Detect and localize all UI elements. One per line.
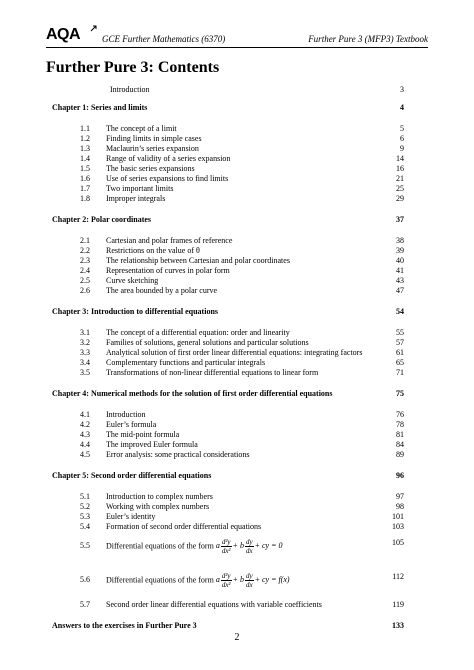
section-number: 5.6 <box>80 575 90 585</box>
fraction <box>245 538 254 555</box>
entry-title: 3.2 Families of solutions, general solutions and particular solutions <box>80 338 309 347</box>
entry-title: 2.5 Curve sketching <box>80 276 159 285</box>
section-number: 4.3 <box>80 430 90 439</box>
page-number: 2 <box>234 632 240 643</box>
section-number: 5.1 <box>80 492 90 501</box>
section-number: 2.1 <box>80 236 90 245</box>
section-number: 3.4 <box>80 358 90 367</box>
page-ref: 39 <box>396 246 404 255</box>
page-ref: 16 <box>396 164 404 173</box>
numerator: d²y <box>221 572 231 580</box>
page-header <box>46 26 428 48</box>
header-course: GCE Further Mathematics (6370) <box>102 34 226 44</box>
page-ref: 5 <box>400 124 404 133</box>
page-ref: 47 <box>396 286 404 295</box>
page-ref: 96 <box>396 471 404 480</box>
page-ref: 84 <box>396 440 404 449</box>
entry-title: 5.6 Differential equations of the form a $\frac{\text{d²y}}{\text{dx²}}$ + b $\frac{dy}{dx}$ + cy = f(x) <box>80 572 290 589</box>
section-number: 2.3 <box>80 256 90 265</box>
entry-title: 1.6 Use of series expansions to find limits <box>80 174 229 183</box>
section-number: 1.6 <box>80 174 90 183</box>
entry-title: 5.5 Differential equations of the form a $\frac{\text{d²y}}{\text{dx²}}$ + b $\frac{dy}{dx}$ + cy = 0 <box>80 538 283 555</box>
section-number: 2.4 <box>80 266 90 275</box>
entry-title: 2.4 Representation of curves in polar form <box>80 266 230 275</box>
page-ref: 78 <box>396 420 404 429</box>
page-ref: 57 <box>396 338 404 347</box>
page-ref: 43 <box>396 276 404 285</box>
section-number: 3.5 <box>80 368 90 377</box>
page-ref: 3 <box>400 85 404 94</box>
page-ref: 55 <box>396 328 404 337</box>
page-ref: 81 <box>396 430 404 439</box>
equation: a $\frac{\text{d²y}}{\text{dx²}}$ + b $\frac{dy}{dx}$ + cy = f(x) <box>213 572 290 589</box>
entry-title: Introduction <box>110 85 150 94</box>
entry-title: 3.3 Analytical solution of first order linear differential equations: integrating factors <box>80 348 363 357</box>
section-number: 4.2 <box>80 420 90 429</box>
page-ref: 133 <box>392 621 404 630</box>
section-number: 3.2 <box>80 338 90 347</box>
page-ref: 119 <box>392 600 404 609</box>
entry-title: 4.4 The improved Euler formula <box>80 440 198 449</box>
entry-title: 1.1 The concept of a limit <box>80 124 177 133</box>
page-ref: 40 <box>396 256 404 265</box>
section-number: 1.8 <box>80 194 90 203</box>
entry-title: Chapter 1: Series and limits <box>52 103 148 112</box>
entry-title: 4.5 Error analysis: some practical considerations <box>80 450 250 459</box>
entry-title: 1.8 Improper integrals <box>80 194 166 203</box>
page-ref: 98 <box>396 502 404 511</box>
entry-title: 1.2 Finding limits in simple cases <box>80 134 202 143</box>
page-ref: 103 <box>392 522 404 531</box>
section-number: 5.2 <box>80 502 90 511</box>
entry-title: Chapter 5: Second order differential equations <box>52 471 212 480</box>
page-ref: 65 <box>396 358 404 367</box>
denominator: dx² <box>221 547 231 555</box>
entry-title: 5.1 Introduction to complex numbers <box>80 492 213 501</box>
section-number: 2.2 <box>80 246 90 255</box>
logo-arrow-icon <box>90 24 98 32</box>
page-ref: 97 <box>396 492 404 501</box>
section-number: 5.3 <box>80 512 90 521</box>
entry-title: Chapter 2: Polar coordinates <box>52 215 152 224</box>
section-number: 4.1 <box>80 410 90 419</box>
aqa-logo: AQA <box>46 26 81 43</box>
entry-title: Chapter 3: Introduction to differential equations <box>52 307 219 316</box>
entry-title: 4.1 Introduction <box>80 410 146 419</box>
page-ref: 14 <box>396 154 404 163</box>
page-ref: 37 <box>396 215 404 224</box>
entry-title: 1.3 Maclaurin’s series expansion <box>80 144 199 153</box>
page-ref: 4 <box>400 103 404 112</box>
entry-title: 4.3 The mid-point formula <box>80 430 180 439</box>
denominator: dx <box>245 581 253 589</box>
page-ref: 105 <box>392 538 404 547</box>
numerator: d²y <box>221 538 231 546</box>
section-number: 5.4 <box>80 522 90 531</box>
entry-title: 2.6 The area bounded by a polar curve <box>80 286 218 295</box>
page-ref: 89 <box>396 450 404 459</box>
entry-title: 5.4 Formation of second order differential equations <box>80 522 262 531</box>
entry-title: 2.3 The relationship between Cartesian and polar coordinates <box>80 256 290 265</box>
section-number: 1.5 <box>80 164 90 173</box>
section-number: 3.3 <box>80 348 90 357</box>
page-ref: 29 <box>396 194 404 203</box>
entry-title: Answers to the exercises in Further Pure 3 <box>52 621 197 630</box>
section-number: 3.1 <box>80 328 90 337</box>
denominator: dx <box>245 547 253 555</box>
entry-title: 3.1 The concept of a differential equation: order and linearity <box>80 328 290 337</box>
section-number: 5.7 <box>80 600 90 609</box>
page-ref: 61 <box>396 348 404 357</box>
fraction <box>221 538 232 555</box>
entry-title: 5.7 Second order linear differential equations with variable coefficients <box>80 600 322 609</box>
entry-title: 1.5 The basic series expansions <box>80 164 195 173</box>
section-number: 4.4 <box>80 440 90 449</box>
entry-title: 5.2 Working with complex numbers <box>80 502 210 511</box>
entry-title: 3.5 Transformations of non-linear differential equations to linear form <box>80 368 319 377</box>
header-book: Further Pure 3 (MFP3) Textbook <box>308 34 428 44</box>
section-number: 1.4 <box>80 154 90 163</box>
section-number: 1.2 <box>80 134 90 143</box>
page-ref: 75 <box>396 389 404 398</box>
page-ref: 9 <box>400 144 404 153</box>
page-ref: 112 <box>392 572 404 581</box>
denominator: dx² <box>221 581 231 589</box>
equation: a $\frac{\text{d²y}}{\text{dx²}}$ + b $\frac{dy}{dx}$ + cy = 0 <box>213 538 283 555</box>
numerator: dy <box>245 572 253 580</box>
page-ref: 41 <box>396 266 404 275</box>
entry-title: 1.7 Two important limits <box>80 184 174 193</box>
page-ref: 25 <box>396 184 404 193</box>
section-number: 5.5 <box>80 541 90 551</box>
page-ref: 54 <box>396 307 404 316</box>
section-number: 1.1 <box>80 124 90 133</box>
page-ref: 76 <box>396 410 404 419</box>
section-number: 4.5 <box>80 450 90 459</box>
entry-title: 2.2 Restrictions on the value of θ <box>80 246 200 255</box>
page-ref: 21 <box>396 174 404 183</box>
page-ref: 38 <box>396 236 404 245</box>
fraction <box>221 572 232 589</box>
entry-title: 4.2 Euler’s formula <box>80 420 157 429</box>
entry-title: 3.4 Complementary functions and particular integrals <box>80 358 266 367</box>
page-title: Further Pure 3: Contents <box>46 59 220 76</box>
page-ref: 71 <box>396 368 404 377</box>
section-number: 2.5 <box>80 276 90 285</box>
section-number: 1.3 <box>80 144 90 153</box>
entry-title: 5.3 Euler’s identity <box>80 512 156 521</box>
section-number: 2.6 <box>80 286 90 295</box>
page-ref: 101 <box>392 512 404 521</box>
numerator: dy <box>245 538 253 546</box>
entry-title: 1.4 Range of validity of a series expansion <box>80 154 231 163</box>
entry-title: 2.1 Cartesian and polar frames of reference <box>80 236 233 245</box>
fraction <box>245 572 254 589</box>
section-number: 1.7 <box>80 184 90 193</box>
page-ref: 6 <box>400 134 404 143</box>
entry-title: Chapter 4: Numerical methods for the solution of first order differential equations <box>52 389 333 398</box>
